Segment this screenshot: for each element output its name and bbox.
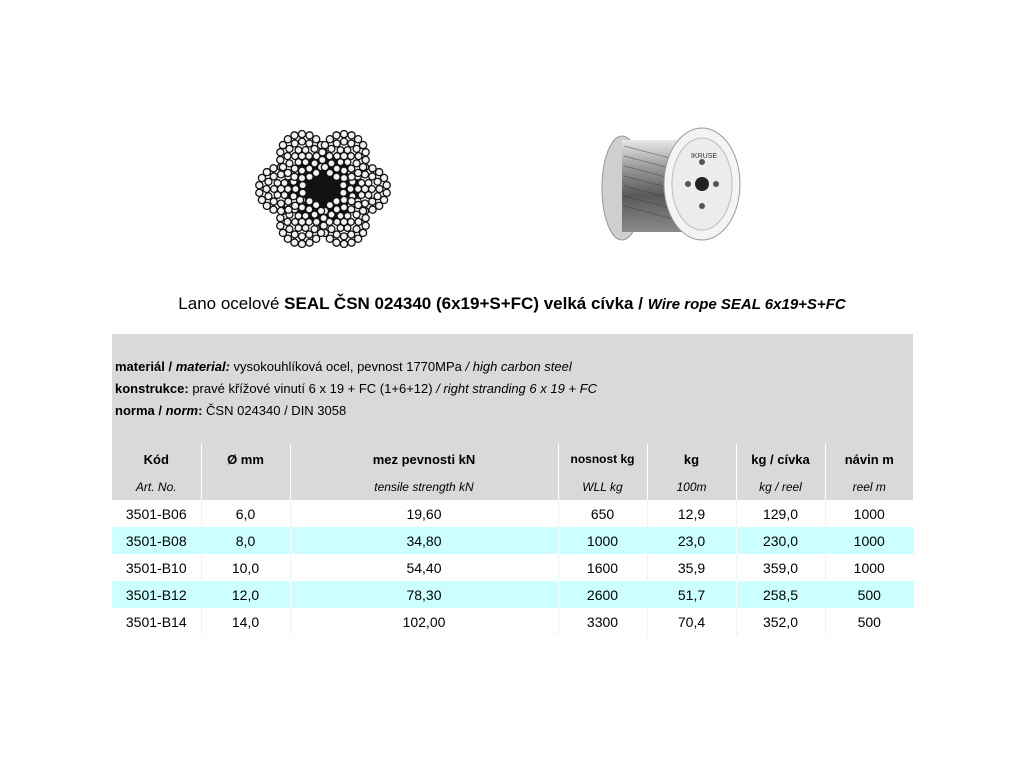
material-label: materiál / — [115, 359, 176, 374]
cell-wll: 650 — [558, 500, 647, 527]
cell-kg: 35,9 — [647, 554, 736, 581]
cell-strength: 102,00 — [290, 608, 558, 635]
title-part2: SEAL ČSN 024340 (6x19+S+FC) velká cívka / — [284, 294, 648, 313]
table-row — [112, 500, 913, 527]
cell-code: 3501-B12 — [112, 581, 201, 608]
product-table — [112, 444, 913, 635]
construction-value: pravé křížové vinutí 6 x 19 + FC (1+6+12) — [188, 381, 437, 396]
cell-wll: 2600 — [558, 581, 647, 608]
cell-reel-m: 1000 — [825, 527, 913, 554]
table-header-row — [112, 444, 913, 474]
material-value-en: / high carbon steel — [465, 359, 572, 374]
col-header: nosnost kg — [558, 444, 647, 474]
cell-kg: 12,9 — [647, 500, 736, 527]
rope-reel-image — [596, 126, 742, 242]
cell-diameter: 8,0 — [201, 527, 290, 554]
table-subheader-row — [112, 474, 913, 500]
material-value: vysokouhlíková ocel, pevnost 1770MPa — [229, 359, 466, 374]
cell-code: 3501-B08 — [112, 527, 201, 554]
cell-wll: 1600 — [558, 554, 647, 581]
spec-material — [115, 359, 572, 374]
cell-kg: 51,7 — [647, 581, 736, 608]
specification-box — [112, 334, 913, 444]
title-part1: Lano ocelové — [178, 294, 285, 313]
construction-value-en: / right stranding 6 x 19 + FC — [436, 381, 597, 396]
cell-kg-reel: 359,0 — [736, 554, 825, 581]
col-header: Ø mm — [201, 444, 290, 474]
cell-kg-reel: 352,0 — [736, 608, 825, 635]
cell-reel-m: 1000 — [825, 554, 913, 581]
col-header: Kód — [112, 444, 201, 474]
col-subheader: reel m — [825, 474, 913, 500]
col-subheader: kg / reel — [736, 474, 825, 500]
col-subheader: tensile strength kN — [290, 474, 558, 500]
product-title — [0, 294, 1024, 314]
cell-reel-m: 500 — [825, 608, 913, 635]
col-subheader: 100m — [647, 474, 736, 500]
cell-diameter: 14,0 — [201, 608, 290, 635]
norm-label: norma / — [115, 403, 166, 418]
norm-label-en: norm — [165, 403, 199, 418]
cell-reel-m: 1000 — [825, 500, 913, 527]
reel-stamp-text: IKRUSE — [690, 153, 718, 160]
cell-strength: 19,60 — [290, 500, 558, 527]
cell-strength: 78,30 — [290, 581, 558, 608]
cell-wll: 3300 — [558, 608, 647, 635]
cell-kg-reel: 230,0 — [736, 527, 825, 554]
norm-colon: : — [198, 403, 203, 418]
cell-diameter: 10,0 — [201, 554, 290, 581]
table-row — [112, 554, 913, 581]
col-header: návin m — [825, 444, 913, 474]
construction-label: konstrukce: — [115, 381, 189, 396]
spec-construction — [115, 381, 597, 396]
cell-code: 3501-B14 — [125, 613, 187, 630]
cell-diameter: 6,0 — [201, 500, 290, 527]
cell-strength: 34,80 — [290, 527, 558, 554]
cell-diameter: 12,0 — [201, 581, 290, 608]
table-row — [112, 581, 913, 608]
col-header: kg — [647, 444, 736, 474]
cell-wll: 1000 — [558, 527, 647, 554]
col-header: mez pevnosti kN — [290, 444, 558, 474]
title-part3: Wire rope SEAL 6x19+S+FC — [647, 296, 846, 313]
material-label-en: material: — [175, 359, 230, 374]
cell-kg-reel: 129,0 — [736, 500, 825, 527]
col-subheader: Art. No. — [112, 474, 201, 500]
table-row — [112, 527, 913, 554]
cell-reel-m: 500 — [825, 581, 913, 608]
rope-cross-section-image — [233, 124, 413, 254]
col-subheader: WLL kg — [558, 474, 647, 500]
table-row — [112, 608, 913, 635]
cell-kg: 23,0 — [647, 527, 736, 554]
spec-norm — [115, 403, 346, 418]
cell-kg: 70,4 — [647, 608, 736, 635]
cell-strength: 54,40 — [290, 554, 558, 581]
norm-value: ČSN 024340 / DIN 3058 — [202, 403, 347, 418]
col-subheader — [201, 474, 290, 500]
col-header: kg / cívka — [736, 444, 825, 474]
cell-kg-reel: 258,5 — [736, 581, 825, 608]
cell-code: 3501-B06 — [125, 505, 187, 522]
cell-code: 3501-B10 — [125, 559, 187, 576]
